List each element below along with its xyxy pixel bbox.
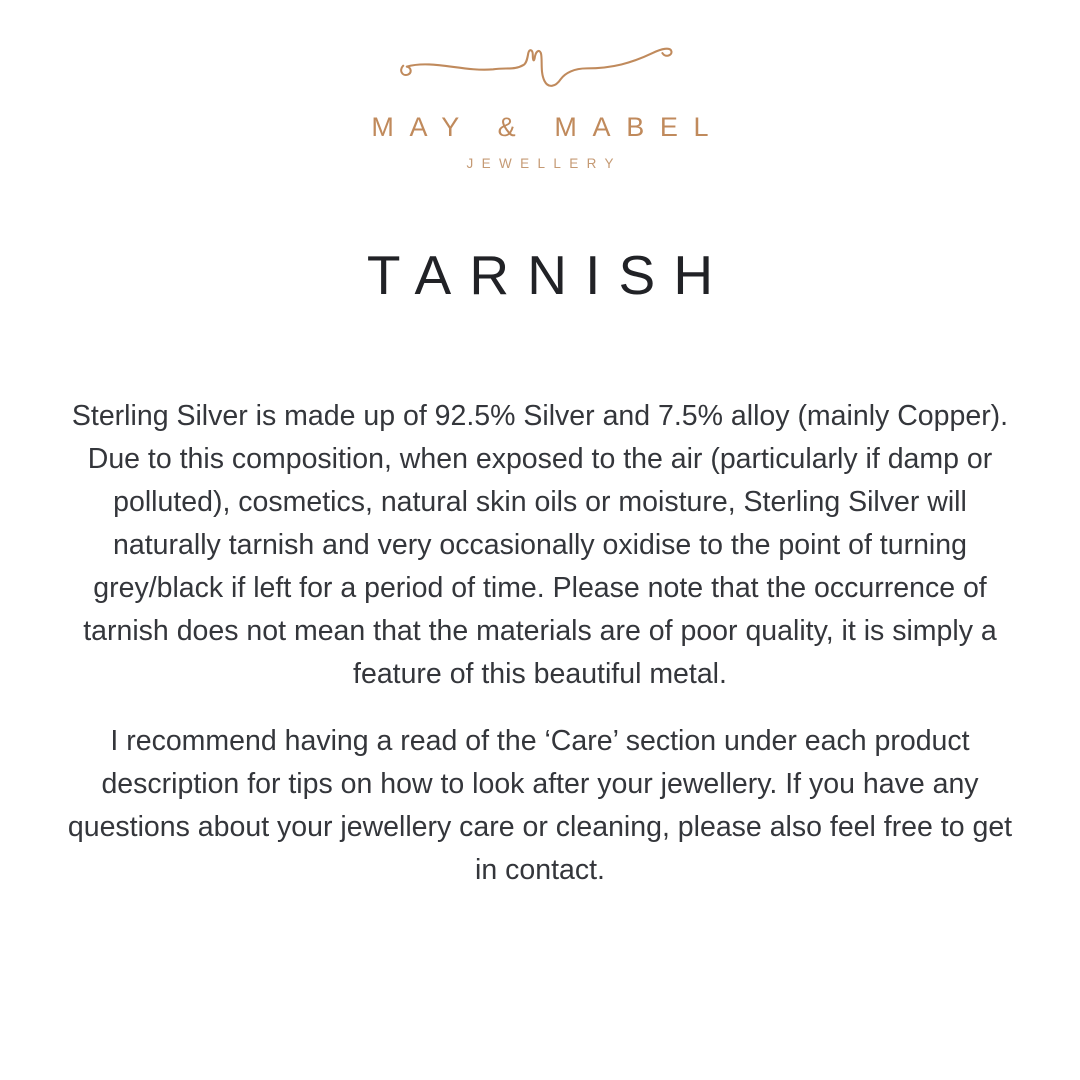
page-title: TARNISH: [366, 244, 732, 306]
paragraph-tarnish-description: Sterling Silver is made up of 92.5% Silver and 7.5% alloy (mainly Copper). Due to this composition, when exposed to the air (particularly if damp or polluted), cosmetics, natural skin oils or moisture, Sterling Silver will naturally tarnish and very occasionally oxidise to the point of turning grey/black if left for a period of time. Please note that the occurrence of tarnish does not mean that the materials are of poor quality, it is simply a feature of this beautiful metal.: [71, 400, 1009, 690]
paragraph-care-recommendation: I recommend having a read of the ‘Care’ section under each product description for tips on how to look after your jewellery. If you have any questions about your jewellery care or cleaning, please also feel free to get in contact.: [67, 725, 1013, 886]
body-copy: [64, 395, 1016, 892]
cursive-m-flourish-icon: [384, 36, 696, 108]
brand-logo: [0, 0, 1080, 171]
brand-tagline: JEWELLERY: [466, 156, 622, 171]
brand-name: MAY & MABEL: [371, 112, 725, 142]
